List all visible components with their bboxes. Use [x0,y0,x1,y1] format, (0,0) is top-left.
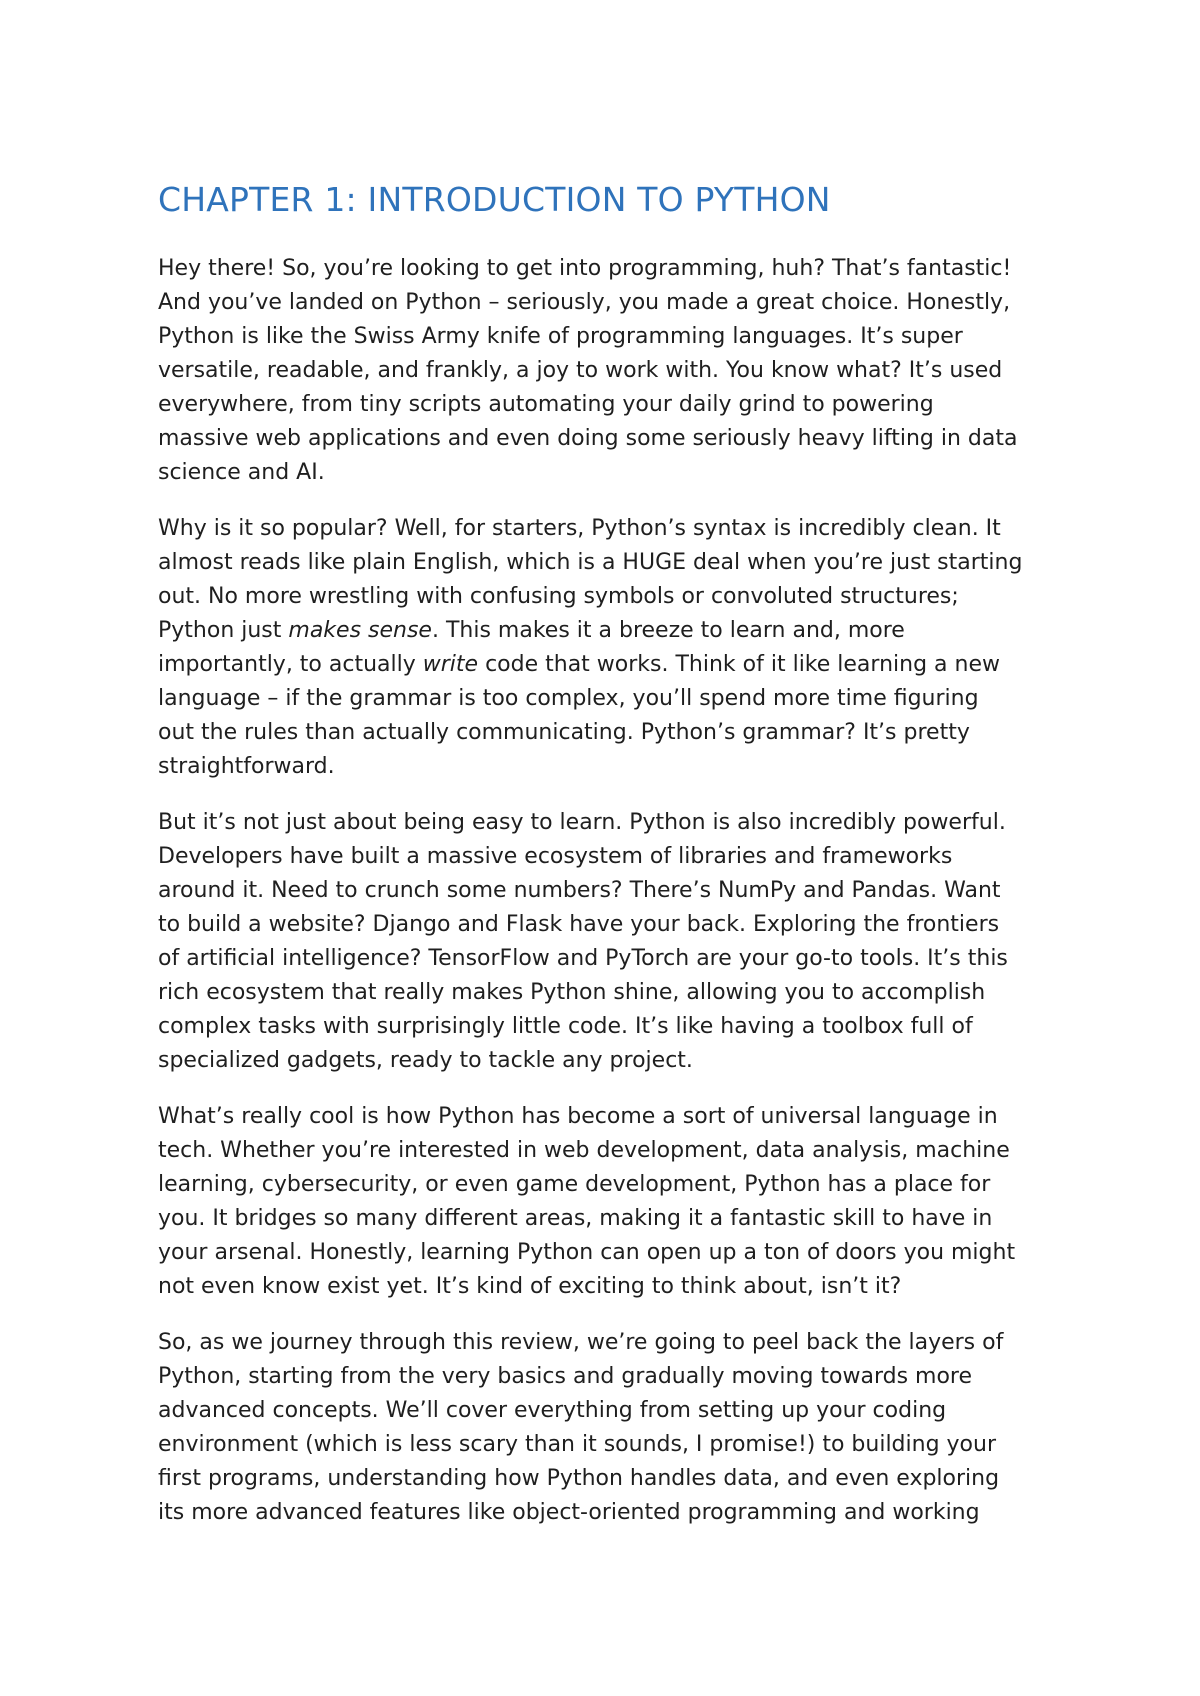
text-line: almost reads like plain English, which is a HUGE deal when you’re just starting [158,550,1023,575]
text-fragment: importantly, to actually [158,652,423,677]
text-line: Why is it so popular? Well, for starters, Python’s syntax is incredibly clean. It [158,516,1001,541]
text-line: specialized gadgets, ready to tackle any project. [158,1048,693,1073]
paragraph-popularity [158,512,1058,784]
text-line: What’s really cool is how Python has become a sort of universal language in [158,1104,998,1129]
text-line: its more advanced features like object-oriented programming and working [158,1500,980,1525]
text-line: of artificial intelligence? TensorFlow and PyTorch are your go-to tools. It’s this [158,946,1008,971]
text-line: to build a website? Django and Flask have your back. Exploring the frontiers [158,912,1000,937]
paragraph-universal-language [158,1100,1058,1304]
text-fragment: . This makes it a breeze to learn and, more [431,618,905,643]
text-line: environment (which is less scary than it sounds, I promise!) to building your [158,1432,996,1457]
text-line: first programs, understanding how Python handles data, and even exploring [158,1466,1000,1491]
text-line: science and AI. [158,460,325,485]
text-line: advanced concepts. We’ll cover everything from setting up your coding [158,1398,947,1423]
text-line: you. It bridges so many different areas, making it a fantastic skill to have in [158,1206,993,1231]
text-line: language – if the grammar is too complex, you’ll spend more time figuring [158,686,979,711]
text-line: around it. Need to crunch some numbers? There’s NumPy and Pandas. Want [158,878,1001,903]
text-line: everywhere, from tiny scripts automating your daily grind to powering [158,392,934,417]
text-line: out the rules than actually communicating. Python’s grammar? It’s pretty [158,720,970,745]
text-line: tech. Whether you’re interested in web development, data analysis, machine [158,1138,1010,1163]
text-line: But it’s not just about being easy to learn. Python is also incredibly powerful. [158,810,1006,835]
paragraph-ecosystem [158,806,1058,1078]
text-line-with-emphasis [158,648,1058,682]
text-line: complex tasks with surprisingly little code. It’s like having a toolbox full of [158,1014,973,1039]
text-line: And you’ve landed on Python – seriously, you made a great choice. Honestly, [158,290,1011,315]
text-line: straightforward. [158,754,335,779]
chapter-title: CHAPTER 1: INTRODUCTION TO PYTHON [158,180,831,219]
text-line: not even know exist yet. It’s kind of exciting to think about, isn’t it? [158,1274,902,1299]
emphasis-text: write [422,652,479,677]
text-line: Python is like the Swiss Army knife of programming languages. It’s super [158,324,963,349]
text-line: out. No more wrestling with confusing symbols or convoluted structures; [158,584,959,609]
paragraph-journey [158,1326,1058,1530]
paragraph-intro [158,252,1058,490]
text-line: Python, starting from the very basics and gradually moving towards more [158,1364,973,1389]
text-line: massive web applications and even doing some seriously heavy lifting in data [158,426,1018,451]
text-line: So, as we journey through this review, we’re going to peel back the layers of [158,1330,1004,1355]
text-fragment: Python just [158,618,289,643]
text-line-with-emphasis [158,614,1058,648]
text-line: versatile, readable, and frankly, a joy to work with. You know what? It’s used [158,358,1003,383]
text-fragment: code that works. Think of it like learning a new [478,652,1000,677]
document-page [158,178,1058,1552]
emphasis-text: makes sense [288,618,432,643]
text-line: Hey there! So, you’re looking to get into programming, huh? That’s fantastic! [158,256,1012,281]
text-line: your arsenal. Honestly, learning Python can open up a ton of doors you might [158,1240,1016,1265]
text-line: learning, cybersecurity, or even game development, Python has a place for [158,1172,991,1197]
text-line: rich ecosystem that really makes Python shine, allowing you to accomplish [158,980,986,1005]
text-line: Developers have built a massive ecosystem of libraries and frameworks [158,844,953,869]
